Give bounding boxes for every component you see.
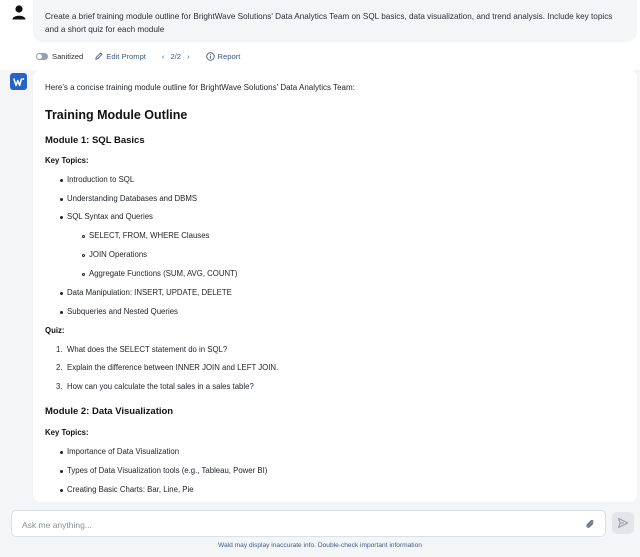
module1-subtopic: SELECT, FROM, WHERE Clauses: [89, 231, 210, 240]
edit-prompt-button[interactable]: [95, 52, 146, 61]
response-title: Training Module Outline: [45, 108, 188, 122]
chat-input-container: [11, 510, 606, 537]
sub-bullet-circle: [82, 254, 85, 257]
module1-topic: Introduction to SQL: [67, 175, 135, 184]
module1-subtopic: JOIN Operations: [89, 250, 148, 259]
sub-bullet-circle: [82, 235, 85, 238]
module1-key-topics-label: Key Topics:: [45, 156, 89, 165]
user-message-row: [0, 0, 640, 70]
response-pager: [159, 52, 193, 61]
assistant-response: [33, 70, 637, 502]
module1-subtopic: Aggregate Functions (SUM, AVG, COUNT): [89, 269, 238, 278]
module1-topic: Data Manipulation: INSERT, UPDATE, DELETE: [67, 288, 232, 297]
sanitized-toggle[interactable]: [36, 53, 48, 60]
user-avatar-icon: [11, 4, 27, 20]
module2-heading: Module 2: Data Visualization: [45, 406, 174, 417]
pager-count: 2/2: [170, 51, 182, 61]
quiz-number: 1.: [56, 345, 63, 354]
disclaimer-text: Wald may display inaccurate info. Double-check important information: [218, 542, 422, 549]
sanitized-label: Sanitized: [52, 51, 84, 61]
sub-bullet-circle: [82, 273, 85, 276]
module2-topic: Importance of Data Visualization: [67, 447, 180, 456]
bullet-dot: [60, 179, 63, 182]
message-actions: [36, 49, 240, 63]
module2-key-topics-label: Key Topics:: [45, 428, 89, 437]
user-prompt-text: Create a brief training module outline for BrightWave Solutions' Data Analytics Team on SQL basics, data visualization, and trend analysis. Include key topics and a short quiz for each module: [45, 12, 613, 34]
response-intro: Here's a concise training module outline for BrightWave Solutions' Data Analytics Team:: [45, 83, 355, 92]
paperclip-icon[interactable]: [584, 518, 596, 530]
module1-topic: Understanding Databases and DBMS: [67, 194, 198, 203]
module1-quiz-label: Quiz:: [45, 326, 65, 335]
send-icon: [617, 517, 629, 529]
quiz-number: 3.: [56, 382, 63, 391]
assistant-logo-icon: [10, 73, 27, 90]
report-label: Report: [217, 51, 241, 61]
send-button[interactable]: [612, 512, 634, 534]
module1-quiz-question: Explain the difference between INNER JOIN and LEFT JOIN.: [67, 363, 279, 372]
module1-heading: Module 1: SQL Basics: [45, 135, 145, 146]
module1-topic: Subqueries and Nested Queries: [67, 307, 178, 316]
module1-topic: SQL Syntax and Queries: [67, 212, 153, 221]
bullet-dot: [60, 489, 63, 492]
module1-quiz-question: How can you calculate the total sales in a sales table?: [67, 382, 254, 391]
module1-quiz-question: What does the SELECT statement do in SQL?: [67, 345, 228, 354]
bullet-dot: [60, 292, 63, 295]
module2-topic: Types of Data Visualization tools (e.g., Tableau, Power BI): [67, 466, 268, 475]
pencil-icon: [95, 52, 103, 60]
module2-topic: Creating Basic Charts: Bar, Line, Pie: [67, 485, 194, 494]
prev-response-icon[interactable]: ‹: [161, 51, 165, 61]
quiz-number: 2.: [56, 363, 63, 372]
bullet-dot: [60, 198, 63, 201]
next-response-icon[interactable]: ›: [187, 51, 190, 61]
bullet-dot: [60, 470, 63, 473]
bullet-dot: [60, 216, 63, 219]
report-button[interactable]: [206, 52, 241, 61]
user-prompt-bubble: [33, 0, 637, 42]
bullet-dot: [60, 311, 63, 314]
chat-input[interactable]: [20, 517, 584, 533]
edit-prompt-label: Edit Prompt: [106, 51, 146, 61]
bullet-dot: [60, 451, 63, 454]
info-icon: [206, 52, 215, 61]
